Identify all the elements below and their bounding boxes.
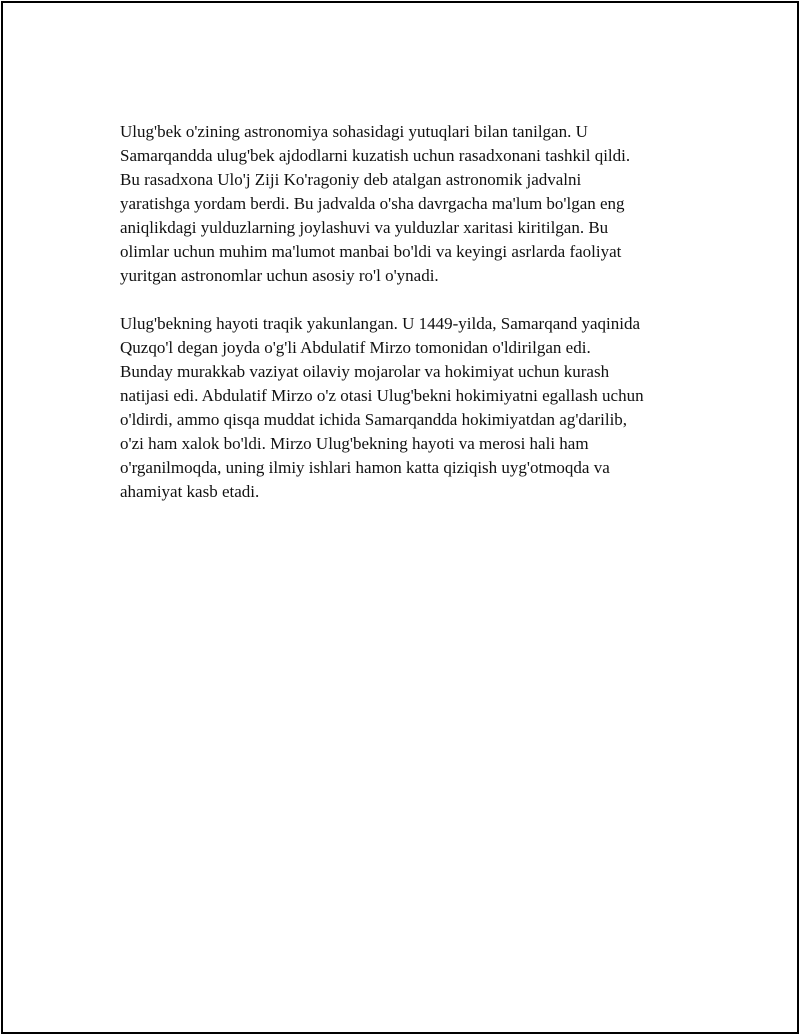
paragraph-1 [120,120,700,288]
text-line: Bunday murakkab vaziyat oilaviy mojarolar va hokimiyat uchun kurash [120,362,610,381]
text-line: Ulug'bekning hayoti traqik yakunlangan. U 1449-yilda, Samarqand yaqinida [120,314,641,333]
document-body [120,120,700,528]
text-line: yaratishga yordam berdi. Bu jadvalda o'sha davrgacha ma'lum bo'lgan eng [120,194,625,213]
text-line: o'rganilmoqda, uning ilmiy ishlari hamon katta qiziqish uyg'otmoqda va [120,458,610,477]
text-line: o'zi ham xalok bo'ldi. Mirzo Ulug'bekning hayoti va merosi hali ham [120,434,589,453]
text-line: o'ldirdi, ammo qisqa muddat ichida Samarqandda hokimiyatdan ag'darilib, [120,410,628,429]
text-line: ahamiyat kasb etadi. [120,482,260,501]
text-line: Quzqo'l degan joyda o'g'li Abdulatif Mirzo tomonidan o'ldirilgan edi. [120,338,591,357]
text-line: natijasi edi. Abdulatif Mirzo o'z otasi Ulug'bekni hokimiyatni egallash uchun [120,386,644,405]
text-line: yuritgan astronomlar uchun asosiy ro'l o'ynadi. [120,266,439,285]
text-line: olimlar uchun muhim ma'lumot manbai bo'ldi va keyingi asrlarda faoliyat [120,242,622,261]
paragraph-2 [120,312,700,504]
text-line: Ulug'bek o'zining astronomiya sohasidagi yutuqlari bilan tanilgan. U [120,122,588,141]
document-page [1,1,799,1034]
text-line: aniqlikdagi yulduzlarning joylashuvi va yulduzlar xaritasi kiritilgan. Bu [120,218,609,237]
text-line: Bu rasadxona Ulo'j Ziji Ko'ragoniy deb atalgan astronomik jadvalni [120,170,582,189]
text-line: Samarqandda ulug'bek ajdodlarni kuzatish uchun rasadxonani tashkil qildi. [120,146,631,165]
